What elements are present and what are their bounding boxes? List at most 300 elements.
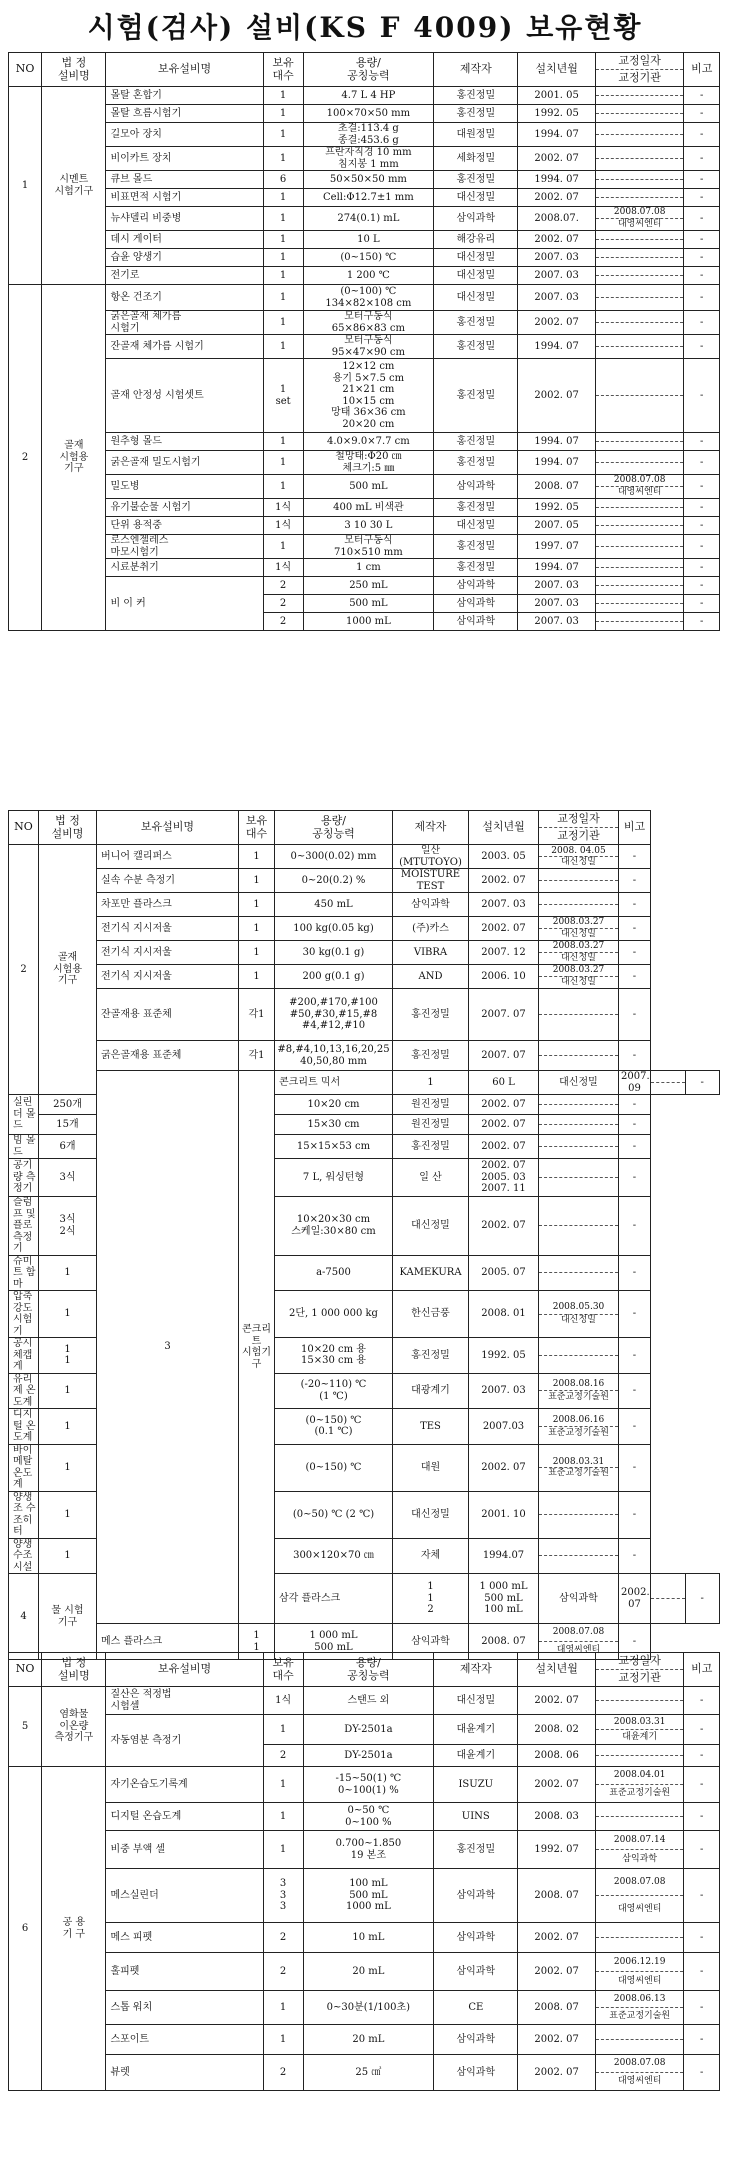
note-cell: - (619, 1135, 651, 1159)
equipment-capacity: 4.7 L 4 HP (303, 87, 434, 105)
calibration-date: 2008.06.13 (596, 1991, 684, 2008)
equipment-maker: 삼익과학 (434, 1953, 518, 1991)
equipment-qty: 1 1 (239, 1624, 275, 1660)
install-date: 2007.03 (469, 1409, 539, 1445)
equipment-name: 비 이 커 (106, 577, 263, 631)
header-row (9, 811, 720, 845)
calibration-cell (595, 1715, 684, 1745)
header-name: 보유설비명 (106, 1653, 263, 1687)
calibration-date: 2008.03.27 (539, 917, 618, 929)
header-installed: 설치년월 (518, 1653, 596, 1687)
install-date: 2002. 07 (518, 1923, 596, 1953)
equipment-qty: 1 (263, 123, 303, 147)
note-cell: - (619, 1538, 651, 1574)
calibration-date (539, 1136, 618, 1147)
equipment-qty: 1식 (263, 517, 303, 535)
equipment-capacity: 1 000 mL 500 mL 100 mL (469, 1574, 539, 1624)
equipment-qty: 250개 (39, 1095, 97, 1115)
note-cell: - (619, 1197, 651, 1256)
equipment-capacity: 250 mL (303, 577, 434, 595)
calibration-cell (595, 171, 684, 189)
calibration-org (596, 135, 684, 144)
equipment-qty: 1 (263, 1715, 303, 1745)
calibration-org (539, 1515, 618, 1529)
row-category: 염화물 이온량 측정기구 (42, 1687, 106, 1767)
equipment-capacity: 10 L (303, 231, 434, 249)
equipment-capacity: 1 cm (303, 559, 434, 577)
table-row (9, 989, 720, 1041)
install-date: 2002. 07 (469, 869, 539, 893)
calibration-cell (595, 613, 684, 631)
calibration-cell (539, 1197, 619, 1256)
calibration-cell (595, 189, 684, 207)
install-date: 2002. 07 (518, 359, 596, 433)
calibration-date: 2008.03.31 (539, 1457, 618, 1468)
equipment-qty: 1 (239, 965, 275, 989)
install-date: 2008. 07 (518, 1869, 596, 1923)
equipment-maker: 홍진정밀 (434, 105, 518, 123)
table-row (9, 207, 720, 231)
equipment-qty: 1 (239, 893, 275, 917)
equipment-name: 메스 피펫 (106, 1923, 263, 1953)
calibration-date (596, 535, 684, 547)
table-row (9, 1953, 720, 1991)
install-date: 2001. 10 (469, 1491, 539, 1538)
table-row (9, 123, 720, 147)
equipment-qty: 1 (263, 189, 303, 207)
install-date: 2008. 06 (518, 1745, 596, 1767)
equipment-name: 몰탈 흐름시험기 (106, 105, 263, 123)
table-row (9, 147, 720, 171)
equipment-maker: 홍진정밀 (434, 451, 518, 475)
header-note: 비고 (684, 53, 720, 87)
calibration-date: 2008. 04.05 (539, 846, 618, 857)
header-cal-date: 교정일자 (596, 1653, 684, 1670)
table-row (9, 1923, 720, 1953)
row-no: 4 (9, 1574, 39, 1660)
calibration-date (596, 2025, 684, 2040)
calibration-date: 2008.08.16 (539, 1378, 618, 1391)
equipment-name: 질산은 적정법 시험셀 (106, 1687, 263, 1715)
calibration-date: 2008.03.27 (539, 941, 618, 953)
calibration-date: 2008.03.27 (539, 965, 618, 977)
equipment-qty: 각1 (239, 989, 275, 1041)
note-cell: - (684, 249, 720, 267)
equipment-qty: 1 (39, 1255, 97, 1291)
row-category: 공 용 기 구 (42, 1767, 106, 2091)
calibration-date (596, 577, 684, 586)
header-qty: 보유 대수 (263, 53, 303, 87)
equipment-maker: 홍진정밀 (393, 1338, 469, 1374)
install-date: 1994. 07 (518, 171, 596, 189)
equipment-capacity: 0~20(0.2) % (275, 869, 393, 893)
calibration-cell (595, 231, 684, 249)
install-date: 1994. 07 (518, 335, 596, 359)
equipment-maker: 대신정밀 (539, 1071, 619, 1095)
calibration-date: 2008.07.08 (596, 475, 684, 487)
equipment-qty: 15개 (39, 1115, 97, 1135)
note-cell: - (684, 613, 720, 631)
equipment-name: 메스실린더 (106, 1869, 263, 1923)
header-qty: 보유 대수 (239, 811, 275, 845)
calibration-org (596, 298, 684, 310)
equipment-capacity: 25 ㎤ (303, 2055, 434, 2091)
equipment-qty: 1 (39, 1491, 97, 1538)
equipment-maker: 홍진정밀 (434, 499, 518, 517)
calibration-date (596, 1745, 684, 1756)
equipment-qty: 1 (39, 1291, 97, 1338)
calibration-org: 표준교정기술원 (609, 2010, 671, 2021)
calibration-org (539, 1147, 618, 1157)
calibration-cell (595, 207, 684, 231)
equipment-qty: 2 (263, 577, 303, 595)
install-date: 2007. 05 (518, 517, 596, 535)
calibration-org: 대영씨엔티 (556, 1645, 601, 1656)
calibration-org (596, 180, 684, 188)
equipment-qty: 2 (263, 595, 303, 613)
table-row (9, 335, 720, 359)
note-cell: - (619, 1255, 651, 1291)
equipment-maker: 홍진정밀 (393, 1135, 469, 1159)
calibration-cell (539, 989, 619, 1041)
note-cell: - (619, 1095, 651, 1115)
row-category: 콘크리트 시험기구 (239, 1071, 275, 1624)
equipment-name: 압축강도 시험기 (9, 1291, 39, 1338)
table-row (9, 535, 720, 559)
calibration-org (596, 396, 684, 432)
header-cal-org: 교정기관 (618, 70, 661, 84)
equipment-capacity: 모터구동식 65×86×83 cm (303, 311, 434, 335)
calibration-cell (595, 1953, 684, 1991)
note-cell: - (684, 285, 720, 311)
table-row (9, 359, 720, 433)
equipment-maker: 대윤계기 (434, 1715, 518, 1745)
equipment-name: 빔 몰드 (9, 1135, 39, 1159)
table-row (9, 171, 720, 189)
install-date: 2007. 03 (469, 1373, 539, 1409)
equipment-maker: 홍진정밀 (434, 1831, 518, 1869)
row-no: 3 (97, 1071, 239, 1624)
calibration-cell (595, 105, 684, 123)
note-cell: - (684, 311, 720, 335)
calibration-date (596, 87, 684, 96)
install-date: 2007. 09 (619, 1071, 651, 1095)
equipment-capacity: 1 000 mL 500 mL (275, 1624, 393, 1660)
calibration-cell (595, 1767, 684, 1803)
equipment-name: 원추형 몰드 (106, 433, 263, 451)
header-maker: 제작자 (393, 811, 469, 845)
note-cell: - (619, 845, 651, 869)
equipment-capacity: a-7500 (275, 1255, 393, 1291)
equipment-maker: TES (393, 1409, 469, 1445)
equipment-name: 시료분취기 (106, 559, 263, 577)
table-row (9, 105, 720, 123)
install-date: 2008. 03 (518, 1803, 596, 1831)
equipment-qty: 1 (239, 869, 275, 893)
equipment-name: 디지털 온습도계 (106, 1803, 263, 1831)
table-row (9, 311, 720, 335)
table-row (9, 1869, 720, 1923)
calibration-org (539, 1105, 618, 1114)
equipment-qty: 1 (263, 1991, 303, 2025)
equipment-capacity: 10×20×30 cm 스케일:30×80 cm (275, 1197, 393, 1256)
calibration-cell (595, 1991, 684, 2025)
equipment-maker: 홍진정밀 (393, 989, 469, 1041)
table-row (9, 2055, 720, 2091)
equipment-name: 굵은골재용 표준체 (97, 1041, 239, 1071)
install-date: 1994. 07 (518, 451, 596, 475)
equipment-maker: 홍진정밀 (434, 433, 518, 451)
equipment-qty: 1 (39, 1409, 97, 1445)
note-cell: - (684, 1803, 720, 1831)
calibration-org (596, 240, 684, 248)
equipment-capacity: 7 L, 워싱턴형 (275, 1159, 393, 1197)
install-date: 2008. 01 (469, 1291, 539, 1338)
install-date: 2007. 03 (469, 893, 539, 917)
install-date: 2008. 07 (518, 475, 596, 499)
equipment-maker: 홍진정밀 (434, 335, 518, 359)
equipment-qty: 2 (263, 1923, 303, 1953)
note-cell: - (684, 1715, 720, 1745)
calibration-cell (595, 451, 684, 475)
equipment-name: 실린더 몰드 (9, 1095, 39, 1135)
calibration-cell (539, 965, 619, 989)
equipment-qty: 1 (393, 1071, 469, 1095)
equipment-maker: 대신정밀 (434, 517, 518, 535)
note-cell: - (684, 451, 720, 475)
equipment-capacity: (0~150) ℃ (275, 1444, 393, 1491)
equipment-maker: 삼익과학 (539, 1574, 619, 1624)
install-date: 2002. 07 (518, 189, 596, 207)
calibration-date (596, 125, 684, 135)
equipment-name: 비표면적 시험기 (106, 189, 263, 207)
equipment-capacity: 20 mL (303, 2025, 434, 2055)
note-cell: - (619, 893, 651, 917)
note-cell: - (684, 2025, 720, 2055)
equipment-maker: 원진정밀 (393, 1095, 469, 1115)
calibration-org (539, 1356, 618, 1368)
equipment-capacity: 300×120×70 ㎝ (275, 1538, 393, 1574)
table-row (9, 1041, 720, 1071)
calibration-cell (539, 1095, 619, 1115)
equipment-capacity: 1 200 ℃ (303, 267, 434, 285)
calibration-cell (595, 499, 684, 517)
equipment-capacity: 모터구동식 95×47×90 cm (303, 335, 434, 359)
install-date: 2002. 07 (469, 1135, 539, 1159)
calibration-org (596, 442, 684, 450)
equipment-capacity: 1000 mL (303, 613, 434, 631)
calibration-cell (595, 335, 684, 359)
equipment-qty: 1 (263, 105, 303, 123)
equipment-name: 바이메탈 온도계 (9, 1444, 39, 1491)
equipment-name: 로스엔젤레스 마모시험기 (106, 535, 263, 559)
calibration-cell (595, 1831, 684, 1869)
table-row (9, 433, 720, 451)
note-cell: - (684, 335, 720, 359)
note-cell: - (619, 1291, 651, 1338)
row-category: 골재 시험용 기구 (42, 285, 106, 631)
equipment-capacity: (0~50) ℃ (2 ℃) (275, 1491, 393, 1538)
equipment-name: 홀피펫 (106, 1953, 263, 1991)
note-cell: - (685, 1071, 720, 1095)
equipment-table-2 (8, 810, 720, 1660)
install-date: 2002. 07 (518, 1953, 596, 1991)
calibration-org: 대영씨엔티 (617, 2076, 662, 2087)
calibration-org (596, 463, 684, 474)
calibration-date (596, 231, 684, 240)
equipment-capacity: 2단, 1 000 000 kg (275, 1291, 393, 1338)
install-date: 2005. 07 (469, 1255, 539, 1291)
calibration-date (596, 311, 684, 323)
note-cell: - (684, 1953, 720, 1991)
install-date: 1997. 07 (518, 535, 596, 559)
calibration-org (539, 1273, 618, 1281)
note-cell: - (684, 2055, 720, 2091)
equipment-name: 뷰렛 (106, 2055, 263, 2091)
table-row (9, 917, 720, 941)
install-date: 2007. 03 (518, 577, 596, 595)
equipment-name: 전기식 지시저울 (97, 917, 239, 941)
equipment-capacity: 10×20 cm (275, 1095, 393, 1115)
calibration-date: 2008.05.30 (539, 1302, 618, 1315)
table-row (9, 249, 720, 267)
header-maker: 제작자 (434, 1653, 518, 1687)
equipment-maker: 삼익과학 (434, 613, 518, 631)
calibration-org (596, 1938, 684, 1952)
calibration-cell (539, 1373, 619, 1409)
install-date: 2008.07. (518, 207, 596, 231)
equipment-capacity: 스탠드 외 (303, 1687, 434, 1715)
install-date: 2002. 07 2005. 03 2007. 11 (469, 1159, 539, 1197)
note-cell: - (684, 1991, 720, 2025)
note-cell: - (684, 535, 720, 559)
equipment-capacity: DY-2501a (303, 1745, 434, 1767)
calibration-org (596, 586, 684, 594)
calibration-date (596, 517, 684, 526)
calibration-cell (595, 2025, 684, 2055)
install-date: 2007. 03 (518, 267, 596, 285)
calibration-org: 표준교정기술원 (548, 1427, 609, 1438)
calibration-cell (539, 893, 619, 917)
equipment-capacity: 초결:113.4 g 종결:453.6 g (303, 123, 434, 147)
calibration-org (596, 114, 684, 122)
header-name: 보유설비명 (97, 811, 239, 845)
equipment-qty: 6 (263, 171, 303, 189)
calibration-org: 대영씨엔티 (617, 1975, 662, 1986)
equipment-capacity: 100×70×50 mm (303, 105, 434, 123)
table-row (9, 189, 720, 207)
equipment-maker: 대원정밀 (434, 123, 518, 147)
install-date: 2002. 07 (469, 1197, 539, 1256)
install-date: 1992. 05 (518, 105, 596, 123)
equipment-maker: 홍진정밀 (393, 1041, 469, 1071)
calibration-cell (539, 1491, 619, 1538)
install-date: 1994.07 (469, 1538, 539, 1574)
equipment-name: 항온 건조기 (106, 285, 263, 311)
equipment-name: 메스 플라스크 (97, 1624, 239, 1660)
equipment-qty: 1 (239, 845, 275, 869)
calibration-org (596, 547, 684, 558)
calibration-cell (539, 1338, 619, 1374)
table-row (9, 1687, 720, 1715)
note-cell: - (684, 499, 720, 517)
calibration-cell (595, 267, 684, 285)
equipment-qty: 1 (263, 433, 303, 451)
install-date: 1992. 05 (469, 1338, 539, 1374)
table-row (9, 941, 720, 965)
calibration-org (596, 526, 684, 534)
equipment-qty: 1 (263, 249, 303, 267)
calibration-date: 2008.07.08 (596, 1869, 684, 1896)
calibration-org (539, 1125, 618, 1134)
equipment-name: 스포이트 (106, 2025, 263, 2055)
equipment-capacity: 60 L (469, 1071, 539, 1095)
equipment-maker: 대윤계기 (434, 1745, 518, 1767)
table-row (9, 893, 720, 917)
note-cell: - (619, 1159, 651, 1197)
equipment-capacity: 30 kg(0.1 g) (275, 941, 393, 965)
equipment-capacity: 274(0.1) mL (303, 207, 434, 231)
equipment-qty: 3 3 3 (263, 1869, 303, 1923)
calibration-cell (595, 1687, 684, 1715)
note-cell: - (684, 231, 720, 249)
note-cell: - (684, 359, 720, 433)
equipment-maker: 삼익과학 (434, 2025, 518, 2055)
calibration-org (651, 1599, 685, 1623)
equipment-maker: 삼익과학 (434, 577, 518, 595)
table-row (9, 1715, 720, 1745)
equipment-capacity: 모터구동식 710×510 mm (303, 535, 434, 559)
equipment-qty: 1 (263, 147, 303, 171)
note-cell: - (684, 147, 720, 171)
calibration-date (596, 1803, 684, 1817)
note-cell: - (619, 869, 651, 893)
calibration-cell (595, 595, 684, 613)
equipment-maker: UINS (434, 1803, 518, 1831)
calibration-cell (595, 517, 684, 535)
equipment-name: 차포만 플라스크 (97, 893, 239, 917)
equipment-maker: KAMEKURA (393, 1255, 469, 1291)
calibration-org (596, 276, 684, 284)
calibration-org (539, 1015, 618, 1040)
note-cell: - (684, 267, 720, 285)
header-capacity: 용량/ 공칭능력 (275, 811, 393, 845)
equipment-name: 굵은골재 체가름 시험기 (106, 311, 263, 335)
install-date: 2002. 07 (518, 231, 596, 249)
header-maker: 제작자 (434, 53, 518, 87)
install-date: 2008. 07 (518, 1991, 596, 2025)
note-cell: - (684, 171, 720, 189)
table-row (9, 577, 720, 595)
equipment-qty: 1 (263, 267, 303, 285)
install-date: 2002. 07 (469, 917, 539, 941)
note-cell: - (684, 475, 720, 499)
calibration-cell (595, 1803, 684, 1831)
equipment-capacity: -15~50(1) ℃ 0~100(1) % (303, 1767, 434, 1803)
note-cell: - (684, 1687, 720, 1715)
equipment-capacity: #8,#4,10,13,16,20,25 40,50,80 mm (275, 1041, 393, 1071)
note-cell: - (684, 559, 720, 577)
equipment-maker: 대신정밀 (393, 1197, 469, 1256)
note-cell: - (684, 433, 720, 451)
calibration-date (596, 171, 684, 180)
calibration-cell (539, 1255, 619, 1291)
note-cell: - (684, 577, 720, 595)
calibration-org (596, 1756, 684, 1766)
equipment-name: 양생수조 시설 (9, 1538, 39, 1574)
calibration-org (596, 347, 684, 358)
equipment-name: 공시체캡게 (9, 1338, 39, 1374)
